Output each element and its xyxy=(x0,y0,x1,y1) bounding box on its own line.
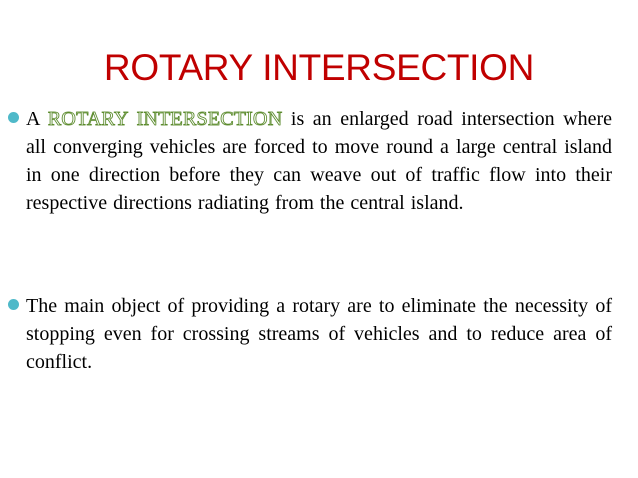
bullet-item xyxy=(2,105,612,217)
slide-title: ROTARY INTERSECTION xyxy=(103,47,535,88)
bullet-text xyxy=(26,105,612,217)
bullet-suffix: is an enlarged road intersection where all converging vehicles are forced to move round a large central island in one direction before they can weave out of traffic flow into their respective directions radiating from the central island. xyxy=(26,108,612,214)
bullet-marker-icon xyxy=(8,299,19,310)
bullet-item xyxy=(2,292,612,376)
highlighted-term: ROTARY INTERSECTION xyxy=(47,108,283,130)
bullet-prefix: A xyxy=(26,108,48,130)
bullet-text: The main object of providing a rotary are to eliminate the necessity of stopping even for crossing streams of vehicles and to reduce area of conflict. xyxy=(26,295,612,373)
bullet-marker-icon xyxy=(8,112,19,123)
